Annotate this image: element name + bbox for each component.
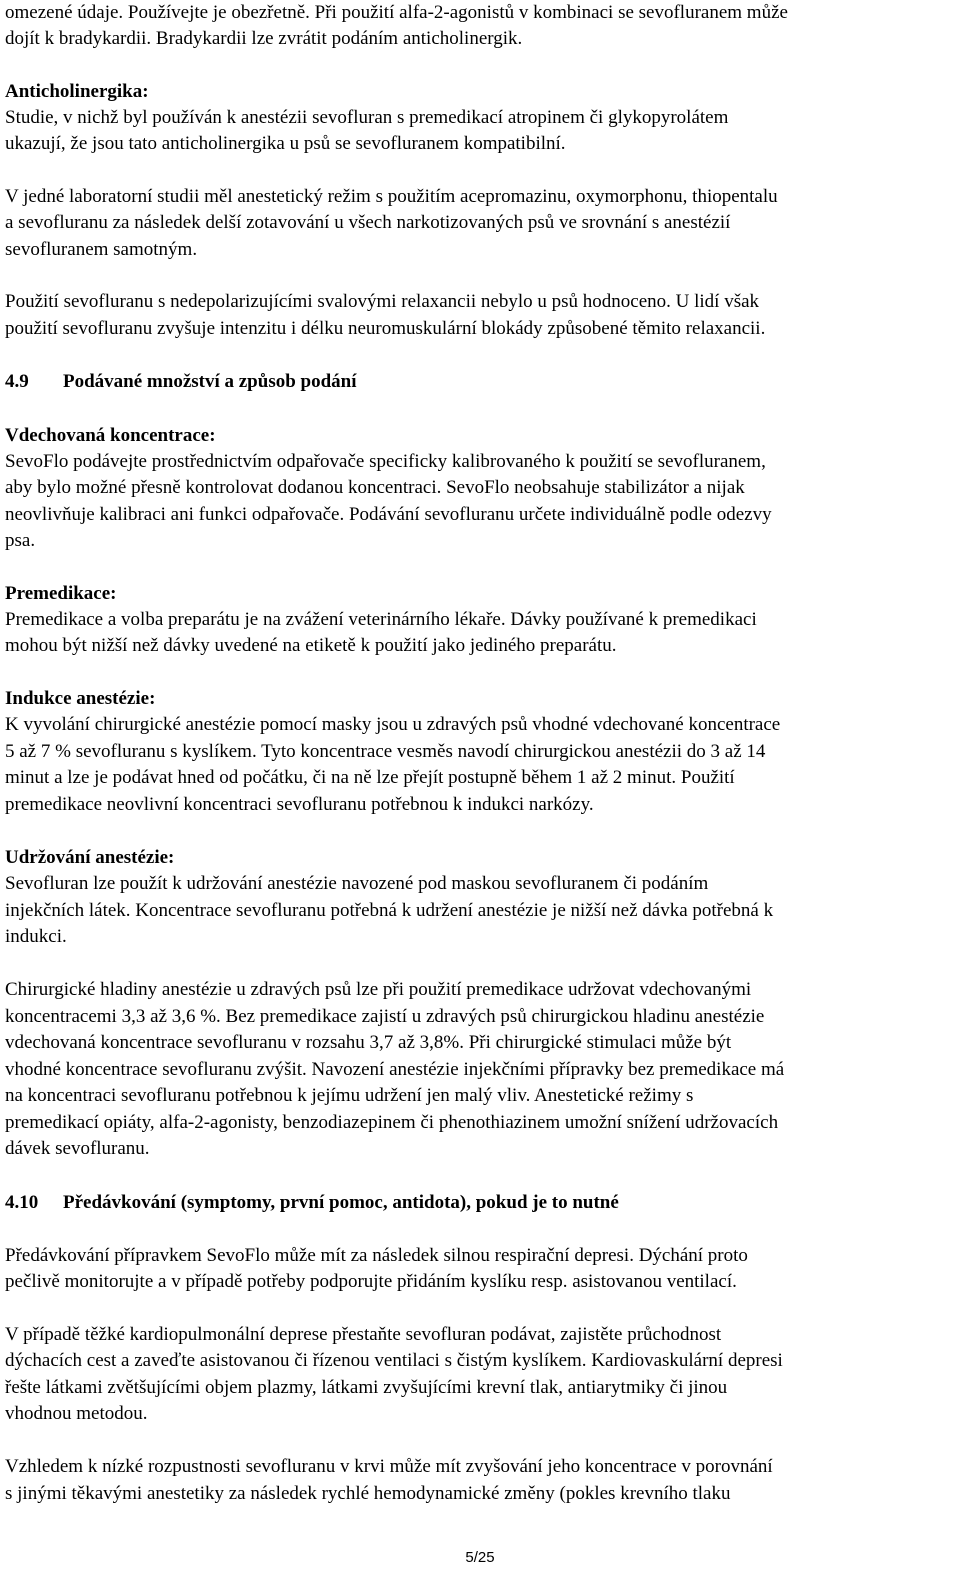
text-line: SevoFlo podávejte prostřednictvím odpařovače specificky kalibrovaného k použití se sevofluranem,: [5, 451, 766, 472]
text-line: vdechovaná koncentrace sevofluranu v rozsahu 3,7 až 3,8%. Při chirurgické stimulaci může být: [5, 1032, 732, 1053]
text-line: Vzhledem k nízké rozpustnosti sevofluranu v krvi může mít zvyšování jeho koncentrace v porovnání: [5, 1456, 773, 1477]
text-line: V jedné laboratorní studii měl anestetický režim s použitím acepromazinu, oxymorphonu, thiopentalu: [5, 186, 778, 207]
text-line: s jinými těkavými anestetiky za následek rychlé hemodynamické změny (pokles krevního tlaku: [5, 1483, 731, 1504]
text-line: neovlivňuje kalibraci ani funkci odpařovače. Podávání sevofluranu určete individuálně podle odezvy: [5, 504, 772, 525]
text-line: psa.: [5, 530, 36, 551]
text-line: vhodné koncentrace sevofluranu zvýšit. Navození anestézie injekčními přípravky bez premedikace má: [5, 1059, 785, 1080]
text-line: ukazují, že jsou tato anticholinergika u psů se sevofluranem kompatibilní.: [5, 133, 566, 154]
text-line: na koncentraci sevofluranu potřebnou k jejímu udržení jen malý vliv. Anestetické režimy s: [5, 1085, 694, 1106]
text-line: indukci.: [5, 926, 67, 947]
page-number: 5/25: [465, 1549, 495, 1566]
text-line: injekčních látek. Koncentrace sevofluranu potřebná k udržení anestézie je nižší než dávka potřebná k: [5, 900, 774, 921]
text-line: K vyvolání chirurgické anestézie pomocí masky jsou u zdravých psů vhodné vdechované koncentrace: [5, 714, 781, 735]
text-line: použití sevofluranu zvyšuje intenzitu i délku neuromuskulární blokády způsobené těmito relaxancii.: [5, 318, 766, 339]
text-line: omezené údaje. Používejte je obezřetně. Při použití alfa-2-agonistů v kombinaci se sevofluranem může: [5, 2, 788, 23]
text-line: pečlivě monitorujte a v případě potřeby podporujte přidáním kyslíku resp. asistovanou ventilací.: [5, 1271, 737, 1292]
text-line: premedikací opiáty, alfa-2-agonisty, benzodiazepinem či phenothiazinem umožní snížení udržovacích: [5, 1112, 779, 1133]
text-line: sevofluranem samotným.: [5, 239, 198, 260]
text-line: 5 až 7 % sevofluranu s kyslíkem. Tyto koncentrace vesměs navodí chirurgickou anestézii do 3 až 14: [5, 741, 766, 762]
text-line: Studie, v nichž byl používán k anestézii sevofluran s premedikací atropinem či glykopyrolátem: [5, 107, 729, 128]
section-title: Podávané množství a způsob podání: [63, 371, 357, 392]
subheading-udrzovani: Udržování anestézie:: [5, 847, 175, 868]
text-line: Použití sevofluranu s nedepolarizujícími svalovými relaxancii nebylo u psů hodnoceno. U lidí však: [5, 291, 760, 312]
section-number: 4.10: [5, 1192, 39, 1213]
text-line: dojít k bradykardii. Bradykardii lze zvrátit podáním anticholinergik.: [5, 28, 523, 49]
text-line: a sevofluranu za následek delší zotavování u všech narkotizovaných psů ve srovnání s anestézií: [5, 212, 731, 233]
section-number: 4.9: [5, 371, 29, 392]
text-line: koncentracemi 3,3 až 3,6 %. Bez premedikace zajistí u zdravých psů chirurgickou hladinu anestézie: [5, 1006, 765, 1027]
subheading-indukce: Indukce anestézie:: [5, 688, 156, 709]
text-line: mohou být nižší než dávky uvedené na etiketě k použití jako jediného preparátu.: [5, 635, 617, 656]
section-title: Předávkování (symptomy, první pomoc, antidota), pokud je to nutné: [63, 1192, 619, 1213]
text-line: dávek sevofluranu.: [5, 1138, 150, 1159]
text-line: Chirurgické hladiny anestézie u zdravých psů lze při použití premedikace udržovat vdechovanými: [5, 979, 752, 1000]
text-line: Sevofluran lze použít k udržování anestézie navozené pod maskou sevofluranem či podáním: [5, 873, 709, 894]
text-line: Premedikace a volba preparátu je na zvážení veterinárního lékaře. Dávky používané k premedikaci: [5, 609, 757, 630]
text-line: řešte látkami zvětšujícími objem plazmy, látkami zvyšujícími krevní tlak, antiarytmiky či jinou: [5, 1377, 728, 1398]
text-line: premedikace neovlivní koncentraci sevofluranu potřebnou k indukci narkózy.: [5, 794, 594, 815]
text-line: Předávkování přípravkem SevoFlo může mít za následek silnou respirační depresi. Dýchání proto: [5, 1245, 748, 1266]
text-line: aby bylo možné přesně kontrolovat dodanou koncentraci. SevoFlo neobsahuje stabilizátor a nijak: [5, 477, 745, 498]
text-line: V případě těžké kardiopulmonální deprese přestaňte sevofluran podávat, zajistěte průchodnost: [5, 1324, 722, 1345]
text-line: minut a lze je podávat hned od počátku, či na ně lze přejít postupně během 1 až 2 minut. Použití: [5, 767, 735, 788]
subheading-vdechovana: Vdechovaná koncentrace:: [5, 425, 216, 446]
text-line: dýchacích cest a zaveďte asistovanou či řízenou ventilaci s čistým kyslíkem. Kardiovaskulární depresi: [5, 1350, 783, 1371]
subheading-premedikace: Premedikace:: [5, 583, 117, 604]
text-line: vhodnou metodou.: [5, 1403, 148, 1424]
subheading-anticholinergika: Anticholinergika:: [5, 81, 149, 102]
